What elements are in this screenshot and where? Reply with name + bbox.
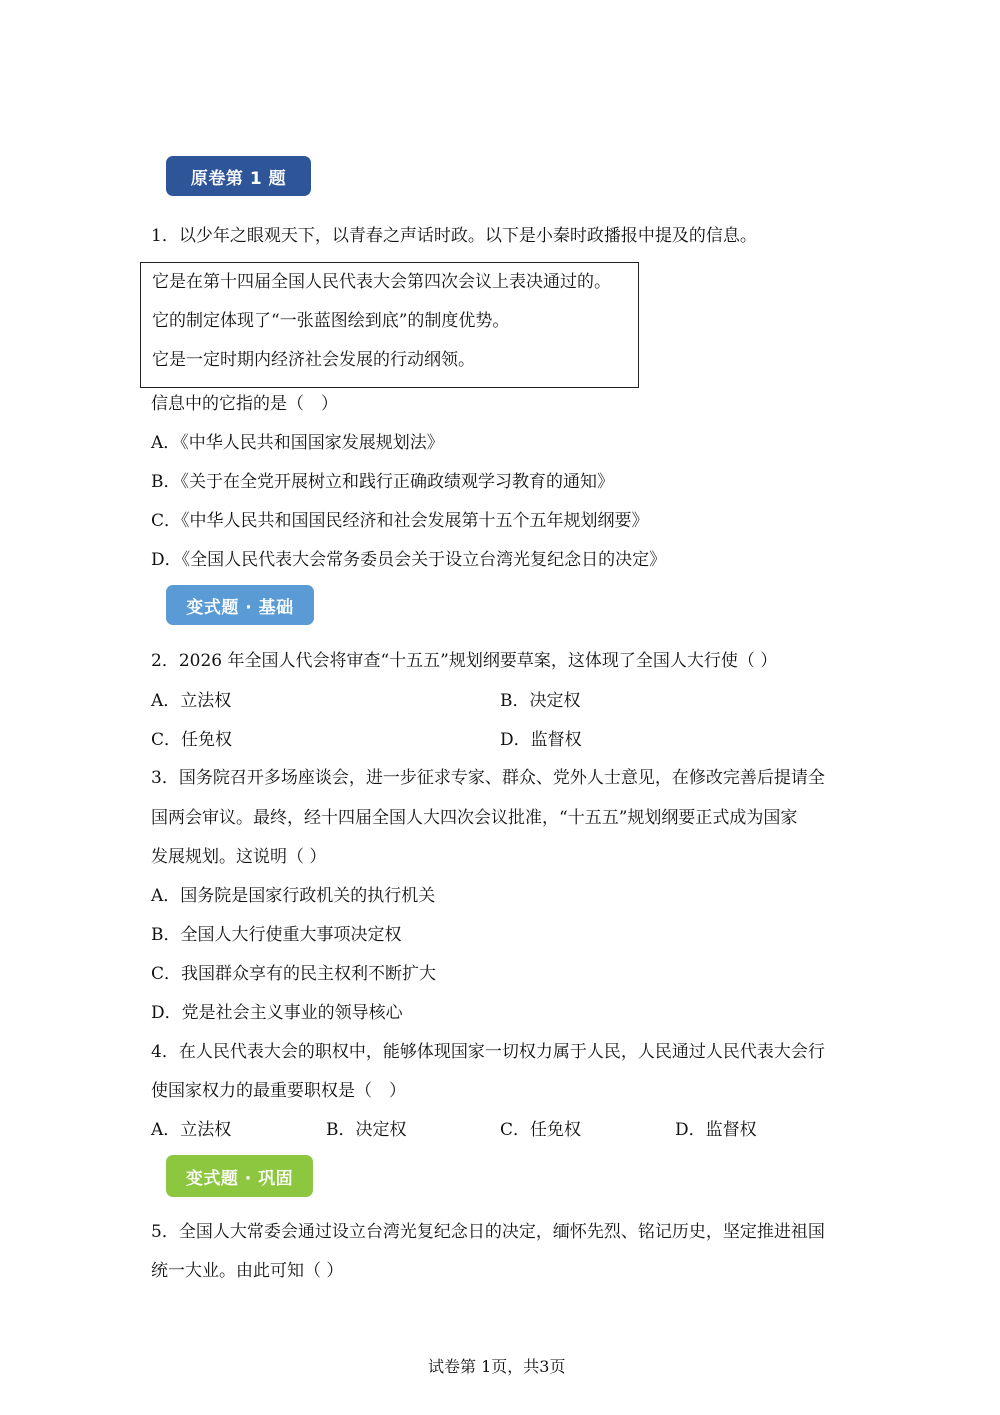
q4-option-a[interactable]: A．立法权: [151, 1120, 232, 1140]
q1-stem: 1．以少年之眼观天下，以青春之声话时政。以下是小秦时政播报中提及的信息。: [151, 226, 757, 246]
original-question-badge: 原卷第 1 题: [166, 156, 311, 196]
q1-ask: 信息中的它指的是（ ）: [151, 394, 338, 414]
q2-stem: 2．2026 年全国人代会将审查“十五五”规划纲要草案，这体现了全国人大行使（ ）: [151, 651, 778, 671]
q5-stem-line-1: 5．全国人大常委会通过设立台湾光复纪念日的决定，缅怀先烈、铭记历史，坚定推进祖国: [151, 1222, 825, 1242]
q4-stem-line-2: 使国家权力的最重要职权是（ ）: [151, 1081, 406, 1101]
q4-option-c[interactable]: C．任免权: [500, 1120, 582, 1140]
q1-box-line-1: 它是在第十四届全国人民代表大会第四次会议上表决通过的。: [152, 272, 611, 292]
q1-option-c[interactable]: C．《中华人民共和国国民经济和社会发展第十五个五年规划纲要》: [151, 511, 649, 531]
q2-option-c[interactable]: C．任免权: [151, 730, 233, 750]
page-footer: 试卷第 1页，共3页: [428, 1357, 566, 1376]
q3-option-c[interactable]: C．我国群众享有的民主权利不断扩大: [151, 964, 437, 984]
q3-stem-line-1: 3．国务院召开多场座谈会，进一步征求专家、群众、党外人士意见，在修改完善后提请全: [151, 768, 825, 788]
q1-option-d[interactable]: D．《全国人民代表大会常务委员会关于设立台湾光复纪念日的决定》: [151, 550, 667, 570]
q1-option-a[interactable]: A．《中华人民共和国国家发展规划法》: [151, 433, 444, 453]
q3-option-b[interactable]: B．全国人大行使重大事项决定权: [151, 925, 402, 945]
q1-box-line-3: 它是一定时期内经济社会发展的行动纲领。: [152, 350, 475, 370]
q3-option-d[interactable]: D．党是社会主义事业的领导核心: [151, 1003, 403, 1023]
q1-option-b[interactable]: B．《关于在全党开展树立和践行正确政绩观学习教育的通知》: [151, 472, 614, 492]
q4-option-d[interactable]: D．监督权: [675, 1120, 757, 1140]
q1-box-line-2: 它的制定体现了“一张蓝图绘到底”的制度优势。: [152, 311, 510, 331]
q3-stem-line-2: 国两会审议。最终，经十四届全国人大四次会议批准，“十五五”规划纲要正式成为国家: [151, 808, 798, 828]
q5-stem-line-2: 统一大业。由此可知（ ）: [151, 1261, 344, 1281]
variant-basic-badge: 变式题 · 基础: [166, 585, 314, 625]
q2-option-d[interactable]: D．监督权: [500, 730, 582, 750]
q4-option-b[interactable]: B．决定权: [326, 1120, 407, 1140]
q4-stem-line-1: 4．在人民代表大会的职权中，能够体现国家一切权力属于人民，人民通过人民代表大会行: [151, 1042, 825, 1062]
q2-option-a[interactable]: A．立法权: [151, 691, 232, 711]
q2-option-b[interactable]: B．决定权: [500, 691, 581, 711]
variant-consolidate-badge: 变式题 · 巩固: [166, 1155, 313, 1197]
q3-option-a[interactable]: A．国务院是国家行政机关的执行机关: [151, 886, 436, 906]
q3-stem-line-3: 发展规划。这说明（ ）: [151, 847, 327, 867]
